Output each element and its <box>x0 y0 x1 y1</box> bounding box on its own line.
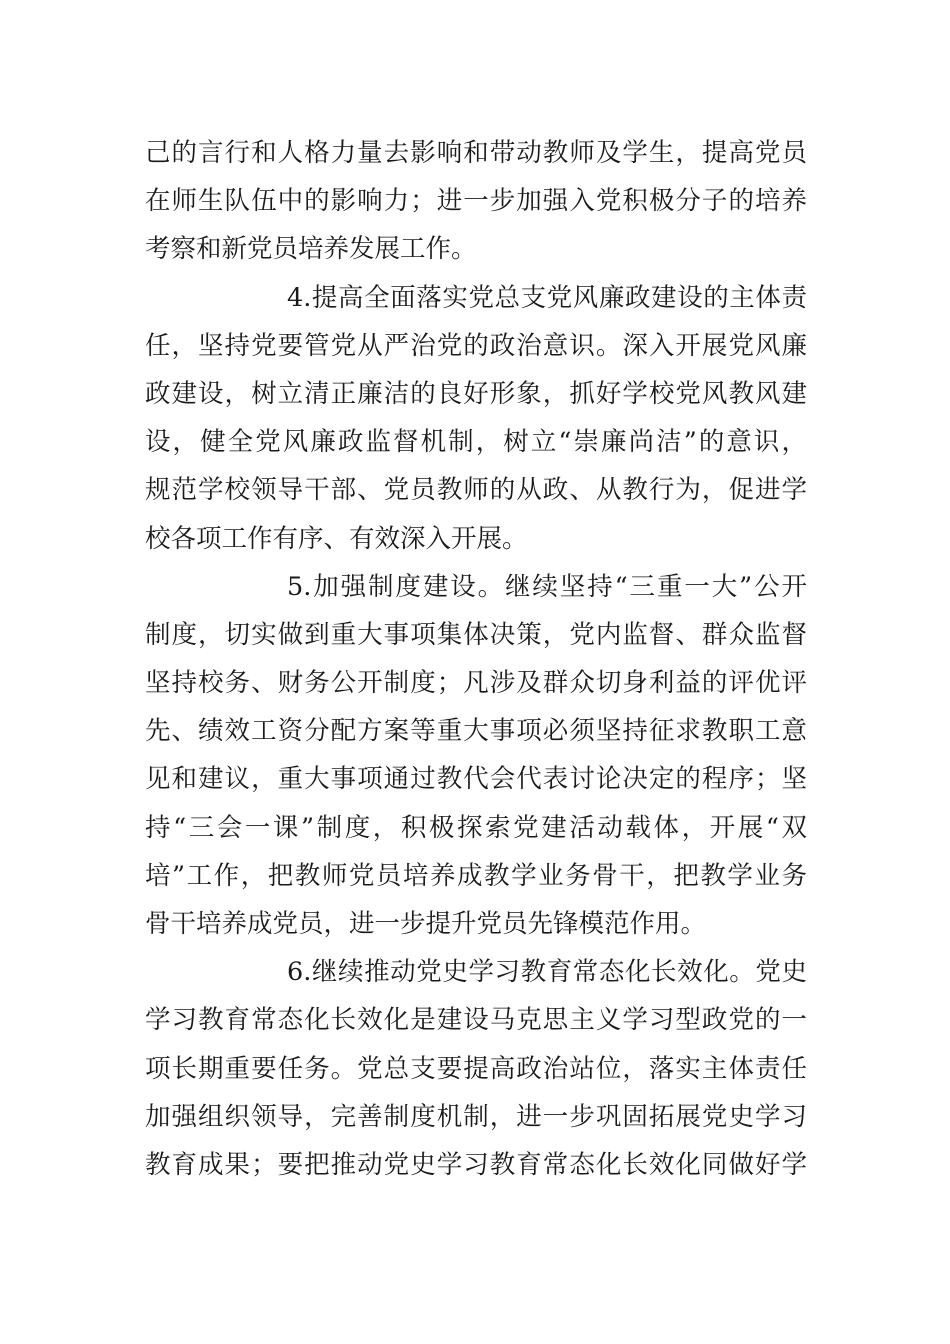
text-line: 考察和新党员培养发展工作。 <box>145 234 477 265</box>
text-line: 校各项工作有序、有效深入开展。 <box>145 523 528 554</box>
text-line: 骨干培养成党员，进一步提升党员先锋模范作用。 <box>145 909 707 939</box>
text-line: 制度，切实做到重大事项集体决策，党内监督、群众监督 <box>145 619 807 650</box>
text-line: 培”工作，把教师党员培养成教学业务骨干，把教学业务 <box>145 860 807 891</box>
paragraph-5-heading-line: 5.加强制度建设。继续坚持“三重一大”公开 <box>287 571 807 602</box>
text-line: 见和建议，重大事项通过教代会代表讨论决定的程序；坚 <box>145 764 807 795</box>
text-line: 规范学校领导干部、党员教师的从政、从教行为，促进学 <box>145 475 807 506</box>
text-line: 教育成果；要把推动党史学习教育常态化长效化同做好学 <box>145 1149 807 1180</box>
paragraph-6-heading-line: 6.继续推动党史学习教育常态化长效化。党史 <box>287 957 807 988</box>
text-line: 设，健全党风廉政监督机制，树立“崇廉尚洁”的意识， <box>145 427 807 458</box>
text-line: 己的言行和人格力量去影响和带动教师及学生，提高党员 <box>145 138 807 168</box>
text-line: 学习教育常态化长效化是建设马克思主义学习型政党的一 <box>145 1005 807 1036</box>
text-line: 加强组织领导，完善制度机制，进一步巩固拓展党史学习 <box>145 1101 807 1132</box>
text-line: 先、绩效工资分配方案等重大事项必须坚持征求教职工意 <box>145 716 807 747</box>
text-line: 任，坚持党要管党从严治党的政治意识。深入开展党风廉 <box>145 330 807 361</box>
paragraph-4-heading-line: 4.提高全面落实党总支党风廉政建设的主体责 <box>287 282 807 313</box>
text-line: 政建设，树立清正廉洁的良好形象，抓好学校党风教风建 <box>145 378 807 409</box>
text-line: 坚持校务、财务公开制度；凡涉及群众切身利益的评优评 <box>145 668 807 699</box>
text-line: 项长期重要任务。党总支要提高政治站位，落实主体责任 <box>145 1053 807 1084</box>
document-body <box>145 129 807 1189</box>
text-line: 在师生队伍中的影响力；进一步加强入党积极分子的培养 <box>145 186 807 217</box>
text-line: 持“三会一课”制度，积极探索党建活动载体，开展“双 <box>145 812 807 843</box>
